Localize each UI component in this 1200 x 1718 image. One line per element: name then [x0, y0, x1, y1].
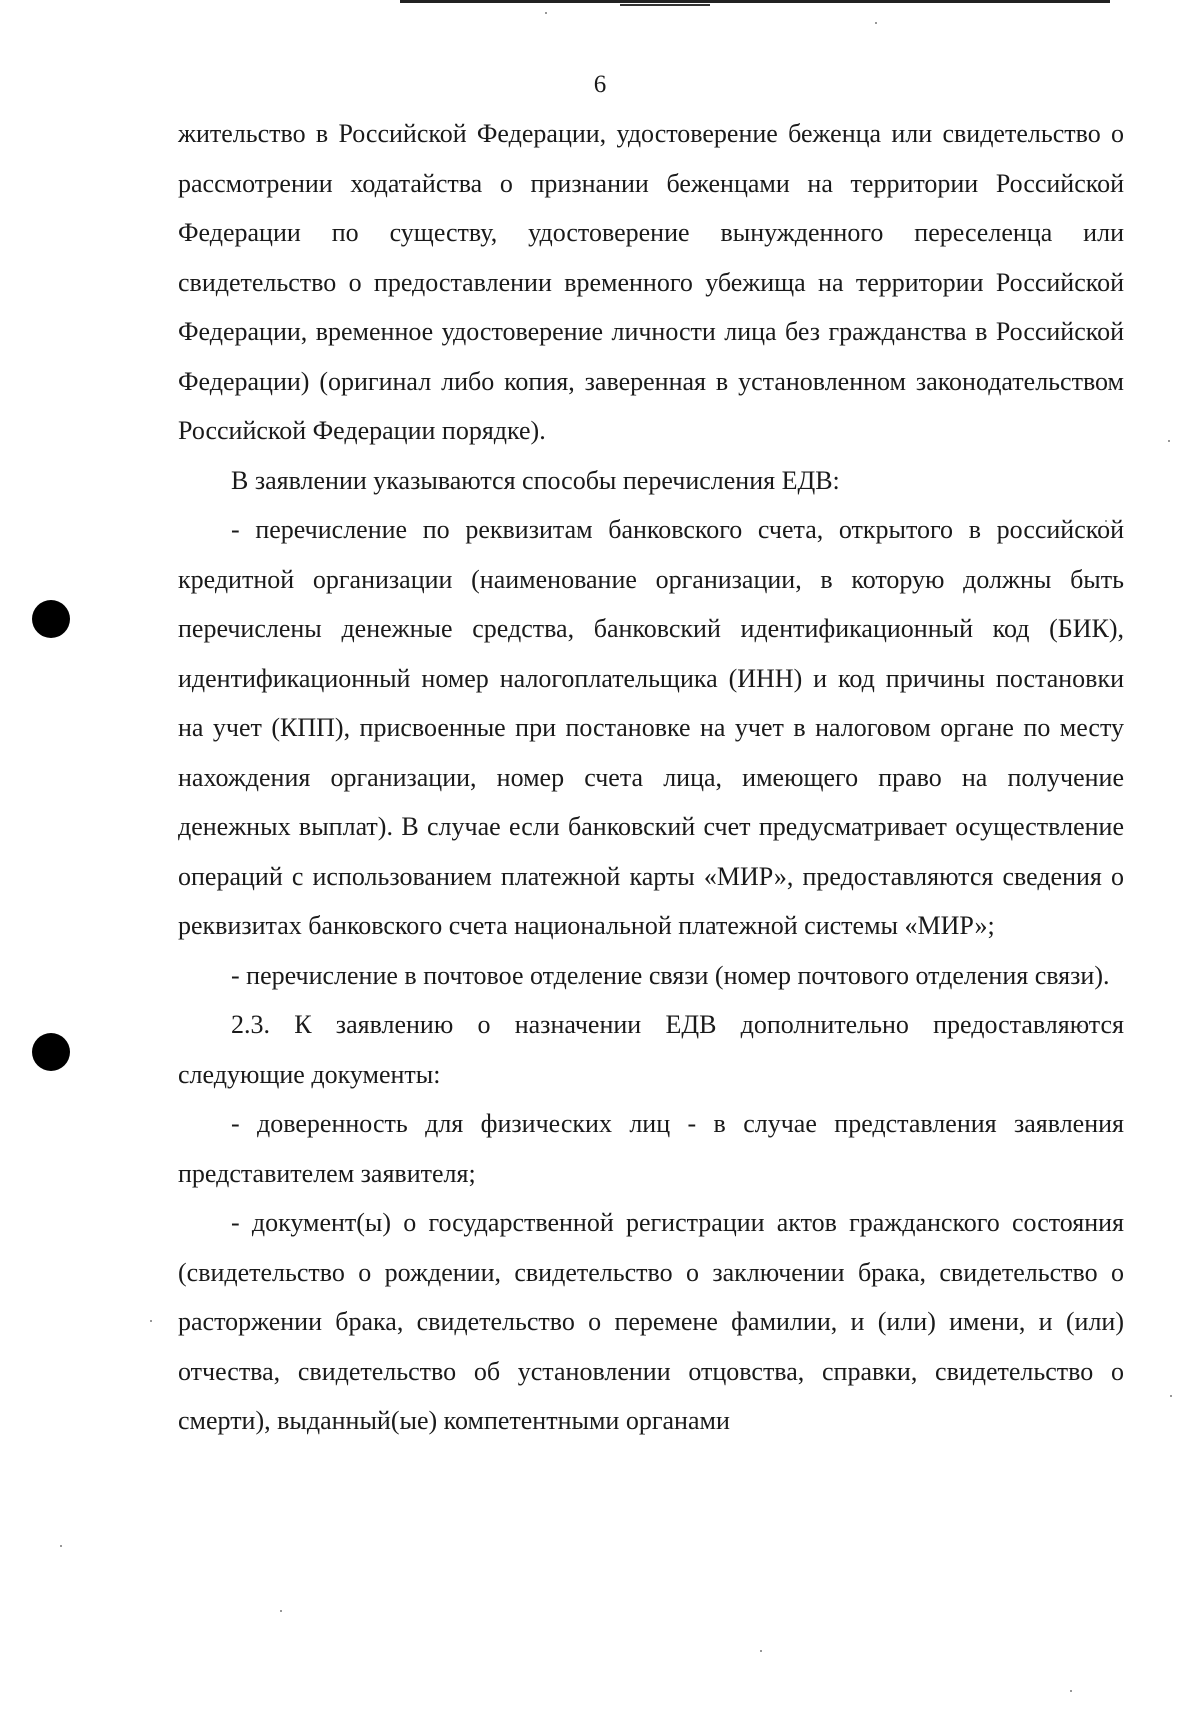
punch-hole-upper: [32, 600, 70, 638]
paragraph-power-of-attorney: - доверенность для физических лиц - в случае представления заявления представителем заявителя;: [178, 1109, 1124, 1188]
scan-speck: [760, 1650, 762, 1652]
paragraph-identity-documents: жительство в Российской Федерации, удостоверение беженца или свидетельство о рассмотрении ходатайства о признании беженцами на территории Российской Федерации по существу, удостоверение вынужденного переселенца или свидетельство о предоставлении временного убежища на территории Российской Федерации, временное удостоверение личности лица без гражданства в Российской Федерации) (оригинал либо копия, заверенная в установленном законодательством Российской Федерации порядке).: [178, 119, 1124, 445]
scan-edge-line: [400, 0, 1110, 3]
paragraph-post-office-transfer: - перечисление в почтовое отделение связи (номер почтового отделения связи).: [231, 960, 1110, 990]
paragraph-section-2-3: 2.3. К заявлению о назначении ЕДВ дополнительно предоставляются следующие документы:: [178, 1010, 1124, 1089]
scan-speck: [1168, 440, 1170, 442]
scan-speck: [1170, 1395, 1172, 1397]
paragraph-bank-transfer: - перечисление по реквизитам банковского счета, открытого в российской кредитной организации (наименование организации, в которую должны быть перечислены денежные средства, банковский идентификационный код (БИК), идентификационный номер налогоплательщика (ИНН) и код причины постановки на учет (КПП), присвоенные при постановке на учет в налоговом органе по месту нахождения организации, номер счета лица, имеющего право на получение денежных выплат). В случае если банковский счет предусматривает осуществление операций с использованием платежной карты «МИР», предоставляются сведения о реквизитах банковского счета национальной платежной системы «МИР»;: [178, 515, 1124, 940]
scan-edge-mark: [620, 4, 710, 6]
page-number: 6: [593, 71, 607, 98]
scan-speck: [280, 1610, 282, 1612]
document-body: [178, 109, 1124, 1446]
scan-speck: [60, 1545, 62, 1547]
paragraph-payment-methods-intro: В заявлении указываются способы перечисления ЕДВ:: [231, 465, 840, 495]
scan-speck: [150, 1320, 152, 1322]
scan-speck: [545, 12, 547, 14]
scan-speck: [1070, 1690, 1072, 1692]
punch-hole-lower: [32, 1033, 70, 1071]
scan-speck: [875, 22, 877, 24]
paragraph-civil-status-documents: - документ(ы) о государственной регистрации актов гражданского состояния (свидетельство о рождении, свидетельство о заключении брака, свидетельство о расторжении брака, свидетельство о перемене фамилии, и (или) имени, и (или) отчества, свидетельство об установлении отцовства, справки, свидетельство о смерти), выданный(ые) компетентными органами: [178, 1208, 1124, 1435]
